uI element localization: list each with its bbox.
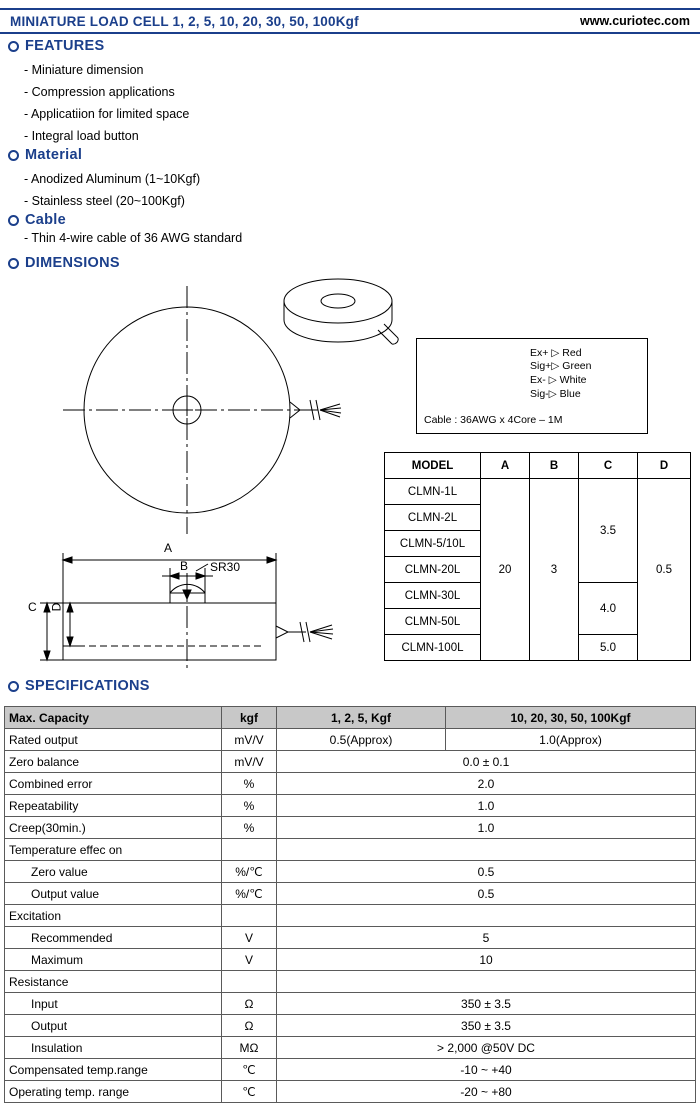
wire-label-ex-plus: Ex+ ▷ Red bbox=[530, 347, 582, 359]
table-row bbox=[5, 861, 696, 883]
spec-value-1: 0.5(Approx) bbox=[277, 729, 446, 751]
spec-label: Output bbox=[5, 1015, 222, 1037]
spec-value: -20 ~ +80 bbox=[277, 1081, 696, 1103]
spec-header-capacity: Max. Capacity bbox=[5, 707, 222, 729]
spec-unit: MΩ bbox=[222, 1037, 277, 1059]
spec-label: Operating temp. range bbox=[5, 1081, 222, 1103]
spec-value: 350 ± 3.5 bbox=[277, 993, 696, 1015]
dim-label-sr30: SR30 bbox=[210, 560, 241, 574]
spec-label: Compensated temp.range bbox=[5, 1059, 222, 1081]
dim-model: CLMN-30L bbox=[385, 583, 481, 609]
table-row bbox=[5, 795, 696, 817]
table-row bbox=[5, 751, 696, 773]
table-row bbox=[5, 1059, 696, 1081]
spec-unit: V bbox=[222, 949, 277, 971]
spec-unit: Ω bbox=[222, 993, 277, 1015]
circle-bullet-icon bbox=[8, 681, 19, 692]
spec-unit: Ω bbox=[222, 1015, 277, 1037]
circle-bullet-icon bbox=[8, 41, 19, 52]
dim-value-d: 0.5 bbox=[638, 479, 691, 661]
table-row bbox=[5, 817, 696, 839]
spec-value: 2.0 bbox=[277, 773, 696, 795]
dim-label-c: C bbox=[28, 600, 37, 614]
dim-label-b: B bbox=[180, 559, 189, 573]
wire-label-sig-minus: Sig-▷ Blue bbox=[530, 388, 581, 400]
spec-label: Temperature effec on bbox=[5, 839, 222, 861]
spec-header-unit: kgf bbox=[222, 707, 277, 729]
section-label-cable: Cable bbox=[25, 212, 66, 228]
section-label-material: Material bbox=[25, 147, 83, 163]
circle-bullet-icon bbox=[8, 258, 19, 269]
spec-label: Insulation bbox=[5, 1037, 222, 1059]
spec-value-2: 1.0(Approx) bbox=[446, 729, 696, 751]
spec-label: Zero balance bbox=[5, 751, 222, 773]
spec-unit bbox=[222, 839, 277, 861]
section-heading-material bbox=[8, 147, 82, 163]
material-item: - Stainless steel (20~100Kgf) bbox=[24, 194, 185, 208]
cable-specification-note: Cable : 36AWG x 4Core – 1M bbox=[424, 414, 563, 426]
section-label-dimensions: DIMENSIONS bbox=[25, 255, 120, 271]
spec-unit: V bbox=[222, 927, 277, 949]
feature-item: - Compression applications bbox=[24, 85, 175, 99]
dim-value-c3: 5.0 bbox=[579, 635, 638, 661]
page-header bbox=[0, 8, 700, 34]
table-row bbox=[5, 1015, 696, 1037]
feature-item: - Miniature dimension bbox=[24, 63, 144, 77]
spec-value: 350 ± 3.5 bbox=[277, 1015, 696, 1037]
section-heading-specifications bbox=[8, 678, 150, 694]
cable-item: - Thin 4-wire cable of 36 AWG standard bbox=[24, 231, 243, 245]
dim-model: CLMN-100L bbox=[385, 635, 481, 661]
spec-unit: mV/V bbox=[222, 751, 277, 773]
dim-header-c: C bbox=[579, 453, 638, 479]
table-row bbox=[5, 993, 696, 1015]
feature-item: - Applicatiion for limited space bbox=[24, 107, 190, 121]
dim-value-c2: 4.0 bbox=[579, 583, 638, 635]
dim-model: CLMN-2L bbox=[385, 505, 481, 531]
section-heading-features bbox=[8, 38, 104, 54]
company-website[interactable]: www.curiotec.com bbox=[580, 14, 690, 28]
spec-header-col1: 1, 2, 5, Kgf bbox=[277, 707, 446, 729]
wire-label-ex-minus: Ex- ▷ White bbox=[530, 374, 587, 386]
spec-unit: ℃ bbox=[222, 1081, 277, 1103]
spec-header-row bbox=[5, 707, 696, 729]
table-row bbox=[385, 479, 691, 505]
dim-value-c1: 3.5 bbox=[579, 479, 638, 583]
feature-item: - Integral load button bbox=[24, 129, 139, 143]
spec-value: 1.0 bbox=[277, 795, 696, 817]
spec-label: Input bbox=[5, 993, 222, 1015]
page-title: MINIATURE LOAD CELL 1, 2, 5, 10, 20, 30, 50, 100Kgf bbox=[10, 13, 359, 29]
spec-value: > 2,000 @50V DC bbox=[277, 1037, 696, 1059]
spec-label: Maximum bbox=[5, 949, 222, 971]
spec-value bbox=[277, 839, 696, 861]
dim-header-b: B bbox=[530, 453, 579, 479]
section-label-features: FEATURES bbox=[25, 38, 105, 54]
dimension-table bbox=[384, 452, 691, 661]
spec-unit: % bbox=[222, 817, 277, 839]
dim-model: CLMN-20L bbox=[385, 557, 481, 583]
table-row bbox=[5, 839, 696, 861]
spec-unit bbox=[222, 905, 277, 927]
spec-unit: % bbox=[222, 795, 277, 817]
circle-bullet-icon bbox=[8, 215, 19, 226]
spec-value bbox=[277, 905, 696, 927]
spec-header-col2: 10, 20, 30, 50, 100Kgf bbox=[446, 707, 696, 729]
spec-label: Repeatability bbox=[5, 795, 222, 817]
section-label-specifications: SPECIFICATIONS bbox=[25, 678, 150, 694]
spec-label: Zero value bbox=[5, 861, 222, 883]
table-row bbox=[5, 905, 696, 927]
wire-label-sig-plus: Sig+▷ Green bbox=[530, 360, 592, 372]
spec-unit: %/℃ bbox=[222, 883, 277, 905]
dim-model: CLMN-1L bbox=[385, 479, 481, 505]
spec-unit bbox=[222, 971, 277, 993]
section-heading-cable bbox=[8, 212, 66, 228]
table-row bbox=[5, 1081, 696, 1103]
dim-value-a: 20 bbox=[481, 479, 530, 661]
dim-header-a: A bbox=[481, 453, 530, 479]
spec-unit: %/℃ bbox=[222, 861, 277, 883]
spec-unit: % bbox=[222, 773, 277, 795]
spec-label: Combined error bbox=[5, 773, 222, 795]
spec-label: Recommended bbox=[5, 927, 222, 949]
table-row bbox=[5, 1037, 696, 1059]
table-row bbox=[5, 949, 696, 971]
circle-bullet-icon bbox=[8, 150, 19, 161]
dim-value-b: 3 bbox=[530, 479, 579, 661]
table-row bbox=[5, 927, 696, 949]
spec-value: 10 bbox=[277, 949, 696, 971]
spec-value: 0.5 bbox=[277, 883, 696, 905]
table-header-row bbox=[385, 453, 691, 479]
table-row bbox=[5, 883, 696, 905]
dim-label-d: D bbox=[49, 602, 64, 612]
dim-header-d: D bbox=[638, 453, 691, 479]
spec-value bbox=[277, 971, 696, 993]
spec-label: Excitation bbox=[5, 905, 222, 927]
material-item: - Anodized Aluminum (1~10Kgf) bbox=[24, 172, 201, 186]
table-row bbox=[5, 971, 696, 993]
spec-label: Output value bbox=[5, 883, 222, 905]
spec-value: 0.0 ± 0.1 bbox=[277, 751, 696, 773]
spec-label: Creep(30min.) bbox=[5, 817, 222, 839]
table-row bbox=[5, 773, 696, 795]
dim-model: CLMN-50L bbox=[385, 609, 481, 635]
spec-value: 0.5 bbox=[277, 861, 696, 883]
spec-label: Resistance bbox=[5, 971, 222, 993]
spec-value: 5 bbox=[277, 927, 696, 949]
dim-label-a: A bbox=[164, 541, 173, 555]
dim-model: CLMN-5/10L bbox=[385, 531, 481, 557]
spec-unit: ℃ bbox=[222, 1059, 277, 1081]
spec-label: Rated output bbox=[5, 729, 222, 751]
spec-value: 1.0 bbox=[277, 817, 696, 839]
specifications-table bbox=[4, 706, 696, 1103]
dim-header-model: MODEL bbox=[385, 453, 481, 479]
table-row bbox=[5, 729, 696, 751]
spec-value: -10 ~ +40 bbox=[277, 1059, 696, 1081]
spec-unit: mV/V bbox=[222, 729, 277, 751]
